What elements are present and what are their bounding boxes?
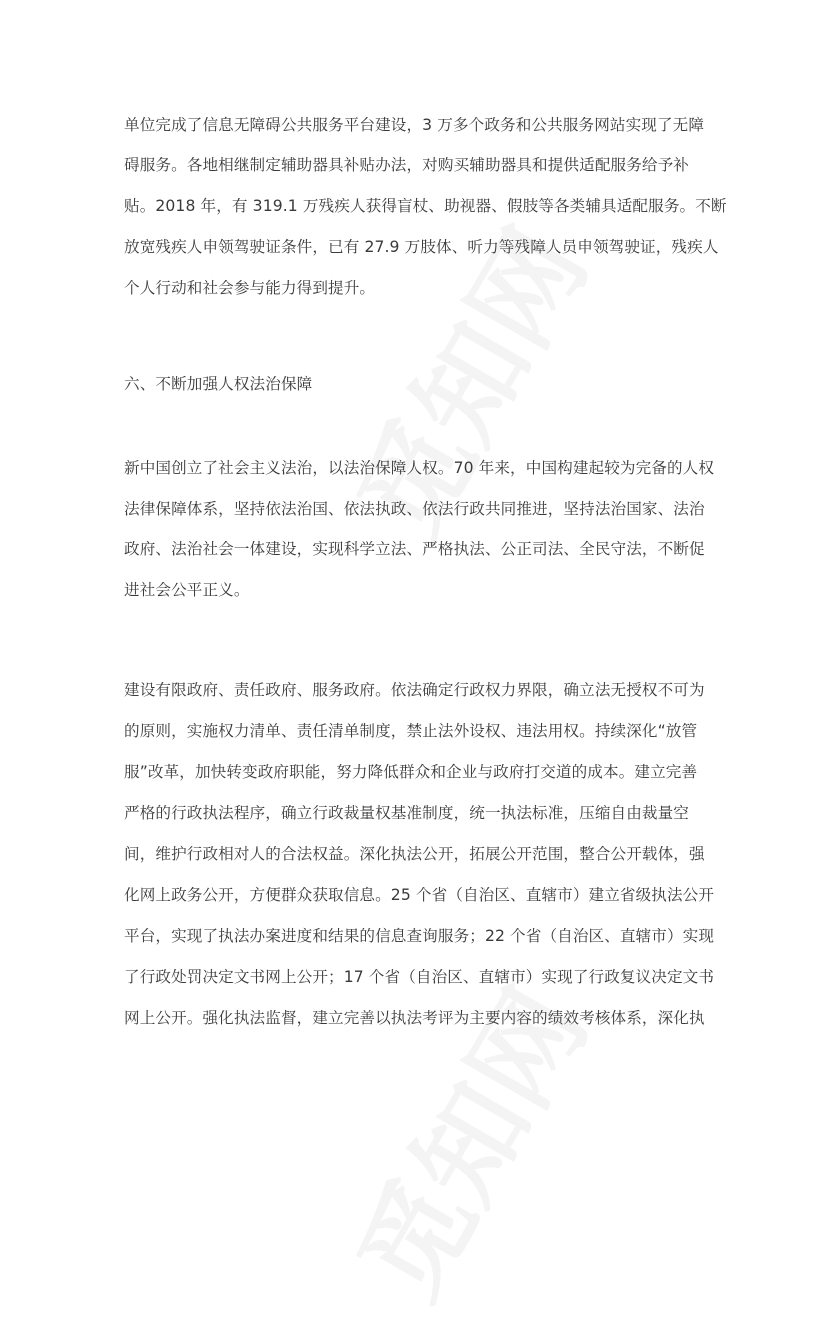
text-line: 贴。2018 年，有 319.1 万残疾人获得盲杖、助视器、假肢等各类辅具适配服务。不断 [124,197,727,215]
text-line: 的原则，实施权力清单、责任清单制度，禁止法外设权、违法用权。持续深化“放管 [124,722,698,740]
text-line: 进社会公平正义。 [124,581,250,599]
text-line: 间，维护行政相对人的合法权益。深化执法公开，拓展公开范围，整合公开载体，强 [124,845,705,863]
text-line: 新中国创立了社会主义法治，以法治保障人权。70 年来，中国构建起较为完备的人权 [124,459,715,477]
text-line: 政府、法治社会一体建设，实现科学立法、严格执法、公正司法、全民守法，不断促 [124,540,705,558]
text-line: 平台，实现了执法办案进度和结果的信息查询服务；22 个省（自治区、直辖市）实现 [124,927,715,945]
text-line: 了行政处罚决定文书网上公开；17 个省（自治区、直辖市）实现了行政复议决定文书 [124,968,715,986]
text-line: 化网上政务公开，方便群众获取信息。25 个省（自治区、直辖市）建立省级执法公开 [124,886,715,904]
text-line: 服”改革，加快转变政府职能，努力降低群众和企业与政府打交道的成本。建立完善 [124,763,698,781]
text-line: 建设有限政府、责任政府、服务政府。依法确定行政权力界限，确立法无授权不可为 [124,681,705,699]
text-line: 碍服务。各地相继制定辅助器具补贴办法，对购买辅助器具和提供适配服务给予补 [124,156,689,174]
text-line: 单位完成了信息无障碍公共服务平台建设，3 万多个政务和公共服务网站实现了无障 [124,116,705,134]
text-line: 法律保障体系，坚持依法治国、依法执政、依法行政共同推进，坚持法治国家、法治 [124,500,705,518]
text-line: 网上公开。强化执法监督，建立完善以执法考评为主要内容的绩效考核体系，深化执 [124,1009,705,1027]
text-line: 个人行动和社会参与能力得到提升。 [124,279,376,297]
text-line: 严格的行政执法程序，确立行政裁量权基准制度，统一执法标准，压缩自由裁量空 [124,804,689,822]
section-heading: 六、不断加强人权法治保障 [124,375,313,393]
text-line: 放宽残疾人申领驾驶证条件，已有 27.9 万肢体、听力等残障人员申领驾驶证，残疾人 [124,238,719,256]
